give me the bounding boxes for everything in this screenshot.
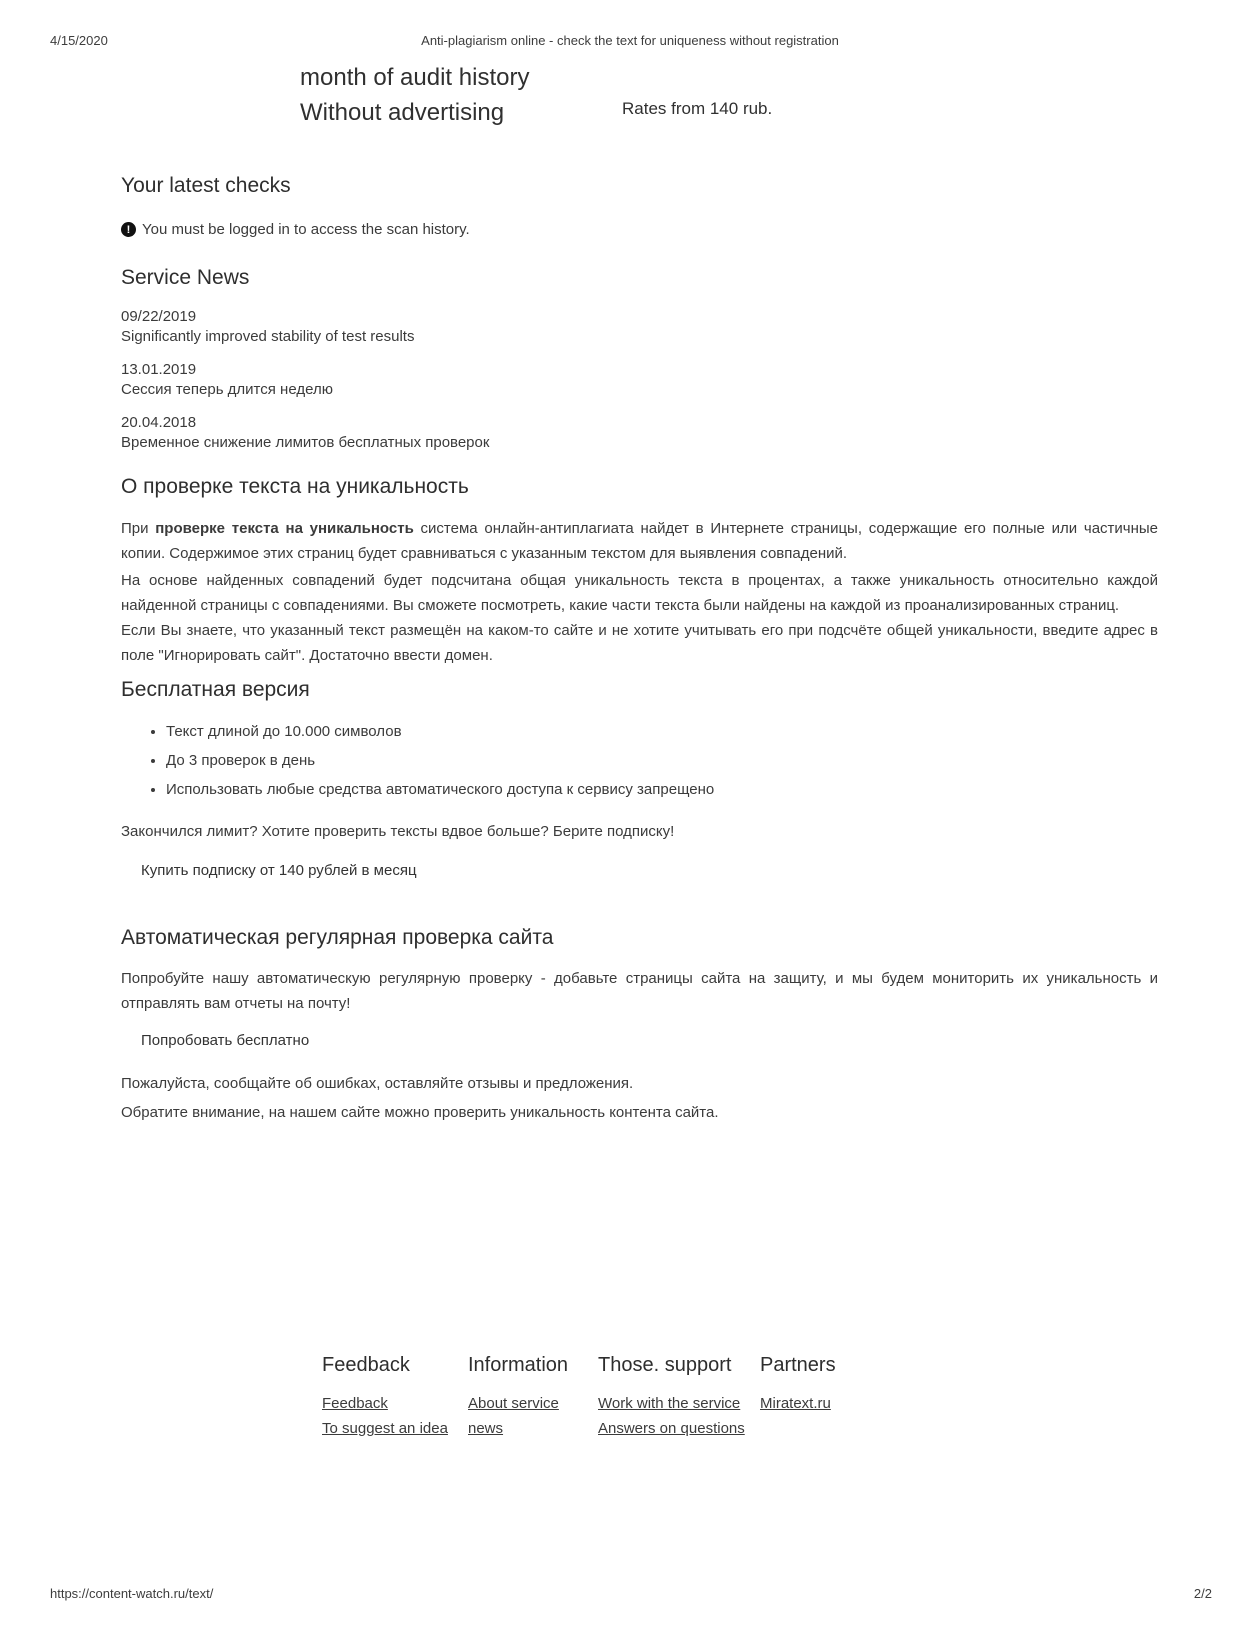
- about-p1-bold: проверке текста на уникальность: [155, 520, 414, 537]
- footer-link-suggest-idea[interactable]: To suggest an idea: [322, 1420, 448, 1437]
- promo-rates: Rates from 140 rub.: [622, 99, 773, 118]
- buy-subscription-button[interactable]: Купить подписку от 140 рублей в месяц: [141, 862, 417, 879]
- about-check-heading: О проверке текста на уникальность: [121, 475, 469, 498]
- print-footer: [50, 1586, 1212, 1601]
- news-item: [121, 307, 1158, 347]
- service-news-list: [121, 307, 1158, 466]
- free-version-bullet: • Использовать любые средства автоматического доступа к сервису запрещено: [166, 780, 1158, 800]
- about-paragraph-3: Если Вы знаете, что указанный текст размещён на каком-то сайте и не хотите учитывать его при подсчёте общей уникальности, введите адрес в поле "Игнорировать сайт". Достаточно ввести домен.: [121, 622, 1158, 664]
- promo-line-no-ads: Without advertising: [300, 99, 505, 126]
- try-free-button[interactable]: Попробовать бесплатно: [141, 1032, 310, 1049]
- free-version-heading: Бесплатная версия: [121, 678, 310, 701]
- news-text: Significantly improved stability of test results: [121, 328, 415, 345]
- news-text: Сессия теперь длится неделю: [121, 381, 333, 398]
- print-footer-page-number: 2/2: [1193, 1586, 1212, 1601]
- news-date: 09/22/2019: [121, 308, 197, 325]
- auto-check-heading: Автоматическая регулярная проверка сайта: [121, 926, 554, 949]
- report-errors-text: Пожалуйста, сообщайте об ошибках, оставляйте отзывы и предложения.: [121, 1075, 634, 1092]
- exclamation-circle-icon: [121, 222, 136, 237]
- free-version-bullet: • До 3 проверок в день: [166, 751, 1158, 771]
- about-p1-suffix: система онлайн-антиплагиата найдет в Интернете страницы, содержащие его полные или частичные копии. Содержимое этих страниц будет сравниваться с указанным текстом для выявления совпадений.: [121, 520, 1159, 562]
- news-date: 13.01.2019: [121, 361, 197, 378]
- footer-column-support: [598, 1354, 745, 1441]
- note-text: Обратите внимание, на нашем сайте можно проверить уникальность контента сайта.: [121, 1104, 719, 1121]
- footer-heading: Feedback: [322, 1354, 410, 1376]
- promo-line-audit-history: month of audit history: [300, 64, 530, 91]
- auto-check-paragraph: Попробуйте нашу автоматическую регулярную проверку - добавьте страницы сайта на защиту, и мы будем мониторить их уникальность и отправлять вам отчеты на почту!: [121, 970, 1158, 1012]
- footer-heading: Information: [468, 1354, 569, 1376]
- free-version-bullet: • Текст длиной до 10.000 символов: [166, 722, 1158, 742]
- promo-block: [300, 60, 529, 130]
- print-header-title: Anti-plagiarism online - check the text for uniqueness without registration: [421, 33, 839, 48]
- footer-link-miratext[interactable]: Miratext.ru: [760, 1395, 831, 1412]
- footer-link-work-with-service[interactable]: Work with the service: [598, 1395, 741, 1412]
- print-header-date: 4/15/2020: [50, 33, 108, 48]
- footer-heading: Partners: [760, 1354, 836, 1376]
- footer-column-partners: [760, 1354, 836, 1416]
- footer-heading: Those. support: [598, 1354, 732, 1376]
- footer-link-news[interactable]: news: [468, 1420, 504, 1437]
- login-warning-text: You must be logged in to access the scan history.: [142, 221, 470, 238]
- login-warning: [121, 221, 1158, 238]
- news-item: [121, 413, 1158, 453]
- footer-link-about-service[interactable]: About service: [468, 1395, 559, 1412]
- footer-link-feedback[interactable]: Feedback: [322, 1395, 388, 1412]
- footer-link-answers[interactable]: Answers on questions: [598, 1420, 745, 1437]
- footer-column-feedback: [322, 1354, 448, 1441]
- news-date: 20.04.2018: [121, 414, 197, 431]
- limit-promo-text: Закончился лимит? Хотите проверить тексты вдвое больше? Берите подписку!: [121, 823, 675, 840]
- about-paragraph-1: [121, 516, 1158, 566]
- latest-checks-heading: Your latest checks: [121, 174, 291, 197]
- news-text: Временное снижение лимитов бесплатных проверок: [121, 434, 490, 451]
- footer-column-information: [468, 1354, 568, 1441]
- print-footer-url: https://content-watch.ru/text/: [50, 1586, 214, 1601]
- news-item: [121, 360, 1158, 400]
- free-version-bullet-list: [121, 722, 1158, 809]
- about-p1-prefix: При: [121, 520, 156, 537]
- about-paragraph-2: На основе найденных совпадений будет подсчитана общая уникальность текста в процентах, а также уникальность относительно каждой найденной страницы с совпадениями. Вы сможете посмотреть, какие части текста были найдены на каждой из проанализированных страниц.: [121, 572, 1158, 614]
- service-news-heading: Service News: [121, 266, 250, 289]
